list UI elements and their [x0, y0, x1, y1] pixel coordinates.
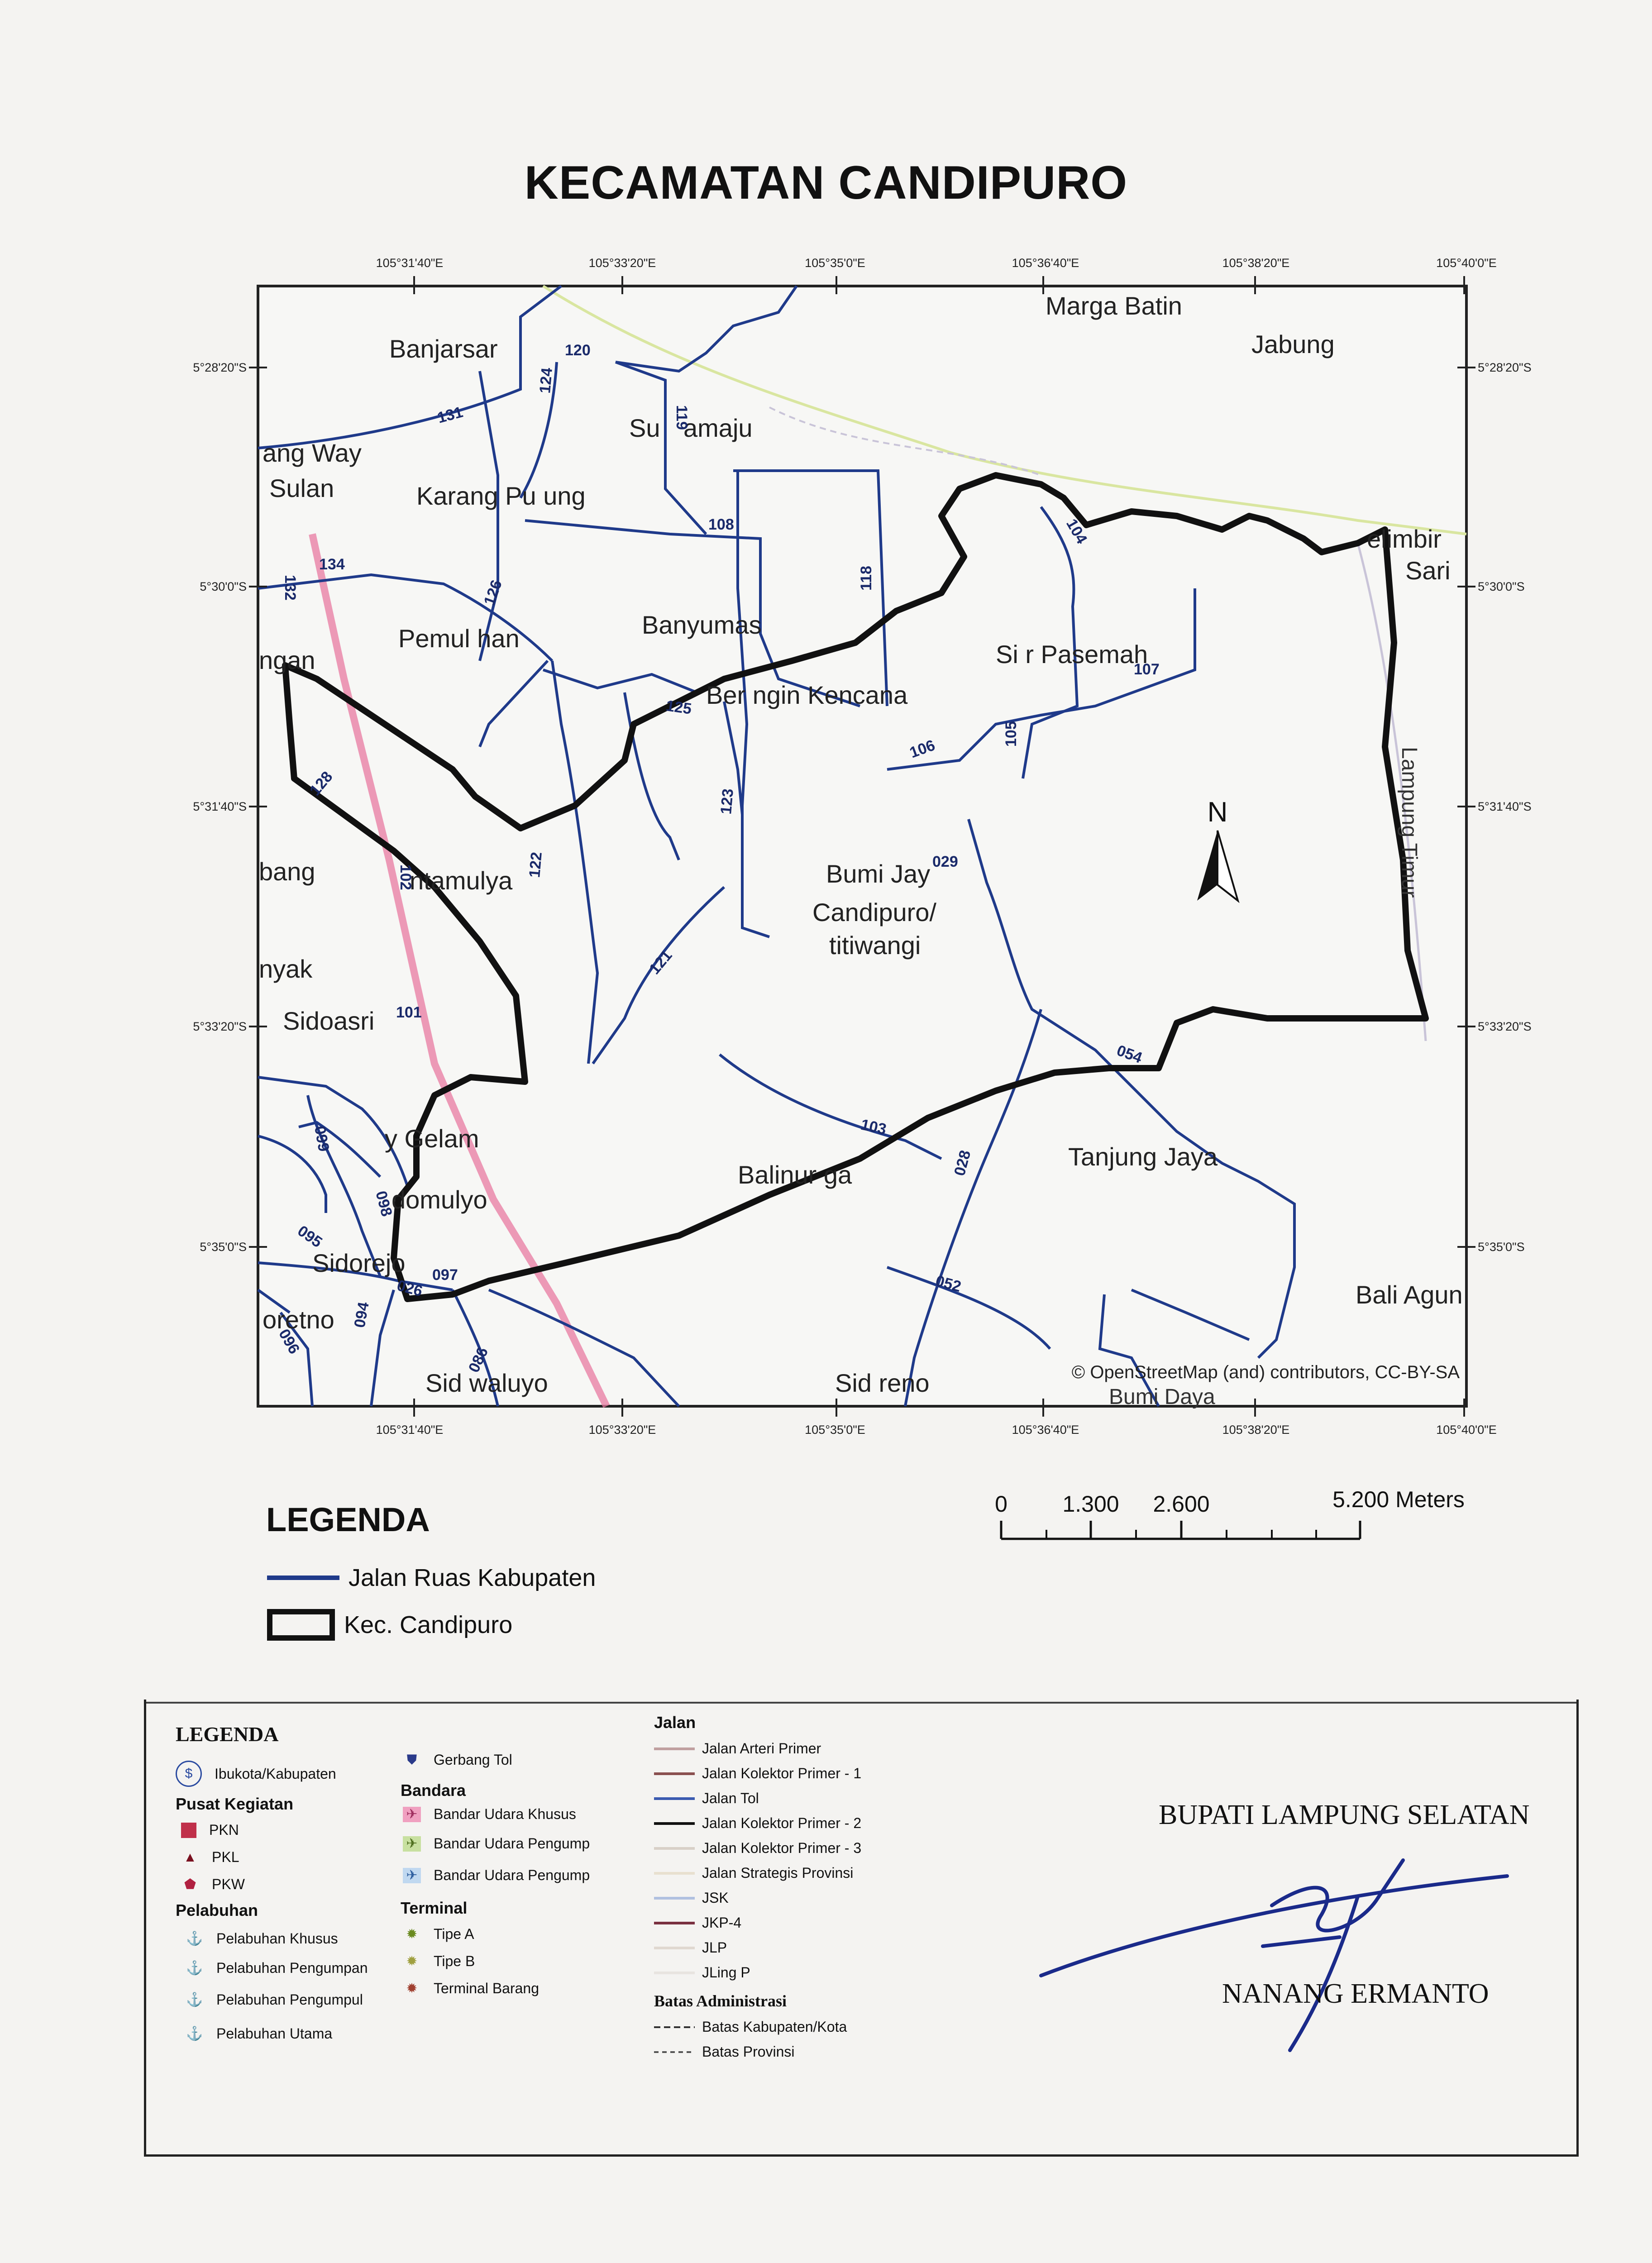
legend2-jalan-head: Jalan [654, 1713, 696, 1732]
road-number: 121 [646, 947, 676, 978]
road-number: 054 [1114, 1041, 1145, 1067]
lon-label-top: 105°36'40"E [1012, 256, 1079, 270]
road-number: 134 [319, 556, 345, 573]
boundary-dash-icon [654, 2051, 695, 2053]
legend2-bandara-khusus: ✈ Bandar Udara Khusus [403, 1806, 576, 1823]
road-number: 102 [397, 864, 414, 890]
place-sidoretno: oretno [263, 1305, 334, 1334]
legend2-terminal-a: ✹ Tipe A [403, 1926, 474, 1943]
place-marga-batin: Marga Batin [1046, 291, 1182, 320]
port-icon: ⚓ [186, 1992, 203, 2007]
legend2-jalan-item: Jalan Kolektor Primer - 1 [654, 1765, 861, 1782]
road-style-icon [654, 1922, 695, 1924]
legend2-pelabuhan-pengumpul: ⚓ Pelabuhan Pengumpul [186, 1991, 363, 2008]
place-way-sulan: Sulan [269, 474, 334, 502]
legend2-jalan-item: Jalan Kolektor Primer - 2 [654, 1815, 861, 1832]
signature-title: BUPATI LAMPUNG SELATAN [1159, 1800, 1530, 1830]
terminal-gear-icon: ✹ [406, 1927, 418, 1942]
lon-label-bottom: 105°38'20"E [1222, 1423, 1290, 1437]
road-number: 026 [395, 1277, 425, 1300]
place-sidomulyo: domulyo [392, 1185, 487, 1214]
road-number: 123 [717, 788, 737, 815]
place-karang-pucung: Karang Pu ung [416, 482, 586, 510]
road-number: 125 [664, 697, 693, 718]
legend2-title: LEGENDA [176, 1723, 279, 1746]
road-style-icon [654, 1897, 695, 1900]
place-sukamaju: amaju [683, 414, 753, 442]
lat-label-left: 5°28'20"S [193, 361, 247, 374]
legend2-terminal-barang: ✹ Terminal Barang [403, 1980, 539, 1997]
place-bumi-daya: Bumi Daya [1109, 1385, 1215, 1409]
road-number: 099 [311, 1124, 333, 1153]
legend2-jalan-item: JSK [654, 1890, 729, 1906]
lat-label-right: 5°28'20"S [1478, 361, 1532, 374]
place-way-sulan: ang Way [263, 439, 362, 467]
road-style-icon [654, 1972, 695, 1974]
road-style-icon [654, 1747, 695, 1750]
boundary-box-icon [267, 1609, 335, 1641]
road-number: 096 [275, 1326, 303, 1357]
place-sinar-pasemah: Si r Pasemah [996, 640, 1148, 668]
road-number: 128 [306, 768, 336, 799]
pkn-icon [181, 1823, 196, 1838]
airport-icon: ✈ [403, 1868, 421, 1883]
road-style-icon [654, 1847, 695, 1850]
place-belimbing-sari: elimbir [1367, 525, 1442, 553]
road-number: 028 [951, 1148, 974, 1178]
place-bumi-jaya: Bumi Jay [826, 859, 931, 888]
road-number: 095 [294, 1222, 325, 1251]
road-number: 029 [932, 853, 958, 870]
place-sidoasri: Sidoasri [283, 1007, 375, 1035]
road-number: 124 [536, 367, 556, 394]
legend2-bandara-pengumpul-1: ✈ Bandar Udara Pengump [403, 1835, 590, 1852]
road-style-icon [654, 1872, 695, 1875]
signature-name: NANANG ERMANTO [1222, 1978, 1489, 2009]
lon-label-top: 105°35'0"E [805, 256, 865, 270]
legend2-gerbang: ⛊ Gerbang Tol [403, 1752, 512, 1768]
road-number: 119 [673, 405, 690, 430]
place-ngan: ngan [259, 646, 315, 674]
legend-item-label: Jalan Ruas Kabupaten [349, 1564, 596, 1591]
place-bali-agung: Bali Agun [1356, 1280, 1463, 1309]
legend-item-label: Kec. Candipuro [344, 1611, 513, 1638]
place-way-gelam: y Gelam [385, 1124, 479, 1153]
place-balinuraga: Balinur ga [738, 1160, 852, 1189]
capital-icon: $ [176, 1761, 202, 1787]
road-number: 086 [465, 1344, 492, 1375]
lon-label-bottom: 105°36'40"E [1012, 1423, 1079, 1437]
road-number: 120 [565, 342, 591, 359]
legend2-pkl: ▲ PKL [181, 1849, 239, 1866]
lat-label-right: 5°33'20"S [1478, 1020, 1532, 1033]
lat-label-right: 5°30'0"S [1478, 580, 1525, 593]
lon-label-top: 105°40'0"E [1436, 256, 1497, 270]
road-number: 104 [1063, 516, 1091, 547]
road-style-icon [654, 1797, 695, 1800]
place-sidowaluyo: Sid waluyo [425, 1369, 548, 1397]
map-title: KECAMATAN CANDIPURO [524, 157, 1128, 209]
lat-label-right: 5°31'40"S [1478, 800, 1532, 813]
place-lampung-timur: Lampung Timur [1397, 747, 1421, 898]
legend-item-road [267, 1564, 596, 1592]
place-banjarsari: Banjarsar [389, 334, 498, 363]
legend2-pkn: PKN [181, 1822, 239, 1838]
road-line-icon [267, 1576, 339, 1580]
place-bang: bang [259, 857, 315, 886]
lon-label-top: 105°33'20"E [588, 256, 656, 270]
place-titiwangi: titiwangi [829, 931, 921, 960]
road-number: 132 [282, 575, 299, 601]
road-number: 094 [351, 1300, 372, 1329]
road-number: 103 [859, 1116, 888, 1138]
road-number: 105 [1003, 721, 1020, 747]
legend2-jalan-item: Jalan Strategis Provinsi [654, 1865, 853, 1881]
legend2-batas-item: Batas Kabupaten/Kota [654, 2019, 847, 2035]
map-frame [258, 286, 1466, 1406]
scale-bar [995, 1487, 1465, 1539]
place-nyak: nyak [259, 955, 313, 983]
boundary-dash-icon [654, 2026, 695, 2028]
terminal-gear-icon: ✹ [406, 1954, 418, 1969]
road-number: 101 [396, 1004, 422, 1021]
legend2-jalan-item: Jalan Arteri Primer [654, 1740, 821, 1757]
legend2-bandara-pengumpul-2: ✈ Bandar Udara Pengump [403, 1867, 590, 1884]
legend2-terminal-head: Terminal [401, 1899, 468, 1917]
road-style-icon [654, 1772, 695, 1775]
pkl-triangle-icon: ▲ [183, 1849, 197, 1865]
legend2-pelabuhan-head: Pelabuhan [176, 1901, 258, 1919]
place-jabung: Jabung [1251, 330, 1335, 358]
lon-label-bottom: 105°33'20"E [588, 1423, 656, 1437]
legend2-pusat-head: Pusat Kegiatan [176, 1795, 294, 1813]
lat-label-left: 5°30'0"S [200, 580, 247, 593]
lat-label-left: 5°35'0"S [200, 1240, 247, 1254]
pkw-pentagon-icon: ⬟ [184, 1877, 196, 1892]
lat-label-left: 5°33'20"S [193, 1020, 247, 1033]
legend2-jalan-item: JKP-4 [654, 1914, 741, 1931]
lon-label-top: 105°38'20"E [1222, 256, 1290, 270]
legend2-pelabuhan-pengumpan: ⚓ Pelabuhan Pengumpan [186, 1960, 368, 1976]
road-style-icon [654, 1947, 695, 1949]
place-sidorejo: Sidorejo [312, 1249, 406, 1277]
road-number: 126 [480, 578, 506, 608]
airport-icon: ✈ [403, 1836, 421, 1852]
port-icon: ⚓ [186, 2026, 203, 2041]
toll-gate-shield-icon: ⛊ [406, 1752, 417, 1767]
terminal-gear-icon: ✹ [406, 1981, 418, 1996]
road-number: 122 [526, 851, 545, 878]
road-number: 098 [372, 1189, 396, 1218]
lon-label-bottom: 105°35'0"E [805, 1423, 865, 1437]
road-number: 118 [858, 566, 875, 591]
legend2-pkw: ⬟ PKW [181, 1876, 245, 1893]
lon-label-top: 105°31'40"E [376, 256, 444, 270]
lat-label-left: 5°31'40"S [193, 800, 247, 813]
airport-icon: ✈ [403, 1807, 421, 1822]
lon-label-bottom: 105°40'0"E [1436, 1423, 1497, 1437]
road-number: 052 [933, 1272, 963, 1296]
legend2-jalan-item: JLing P [654, 1964, 750, 1981]
road-number: 131 [435, 403, 465, 427]
place-beringin-kencana: Ber ngin Kencana [706, 681, 908, 709]
road-number: 097 [432, 1266, 458, 1284]
svg-text:N: N [1207, 797, 1228, 828]
place-sidoreno: Sid reno [835, 1369, 930, 1397]
place-tanjung-jaya: Tanjung Jaya [1068, 1142, 1218, 1171]
place-belimbing-sari: Sari [1405, 556, 1451, 585]
road-number: 107 [1134, 661, 1160, 678]
legend-title: LEGENDA [266, 1501, 430, 1538]
legend2-jalan-item: Jalan Tol [654, 1790, 759, 1807]
legend2-jalan-item: JLP [654, 1939, 727, 1956]
road-style-icon [654, 1822, 695, 1825]
place-sukamaju: Su [629, 414, 660, 442]
legend2-jalan-item: Jalan Kolektor Primer - 3 [654, 1840, 861, 1857]
place-pemulihan: Pemul han [398, 624, 520, 653]
legend2-terminal-b: ✹ Tipe B [403, 1953, 475, 1970]
scale-label: 2.600 [1153, 1491, 1210, 1517]
legend-item-boundary [267, 1609, 512, 1641]
place-candipuro: Candipuro/ [812, 898, 936, 926]
place-cintamulya: ntamulya [410, 866, 513, 895]
road-number: 106 [907, 736, 938, 762]
legend2-batas-head: Batas Administrasi [654, 1992, 787, 2010]
legend2-bandara-head: Bandara [401, 1781, 466, 1800]
port-icon: ⚓ [186, 1931, 203, 1946]
place-banyumas: Banyumas [642, 611, 762, 639]
map-attribution: © OpenStreetMap (and) contributors, CC-BY-SA [1071, 1362, 1460, 1382]
lon-label-bottom: 105°31'40"E [376, 1423, 444, 1437]
lat-label-right: 5°35'0"S [1478, 1240, 1525, 1254]
scale-label: 0 [995, 1491, 1007, 1517]
legend2-ibukota: $ Ibukota/Kabupaten [176, 1761, 336, 1787]
legend2-batas-item: Batas Provinsi [654, 2043, 795, 2060]
road-number: 108 [708, 516, 734, 533]
legend2-pelabuhan-khusus: ⚓ Pelabuhan Khusus [186, 1930, 338, 1947]
port-icon: ⚓ [186, 1961, 203, 1976]
legend2-pelabuhan-utama: ⚓ Pelabuhan Utama [186, 2025, 333, 2042]
scale-label: 5.200 Meters [1332, 1487, 1465, 1512]
scale-label: 1.300 [1062, 1491, 1119, 1517]
